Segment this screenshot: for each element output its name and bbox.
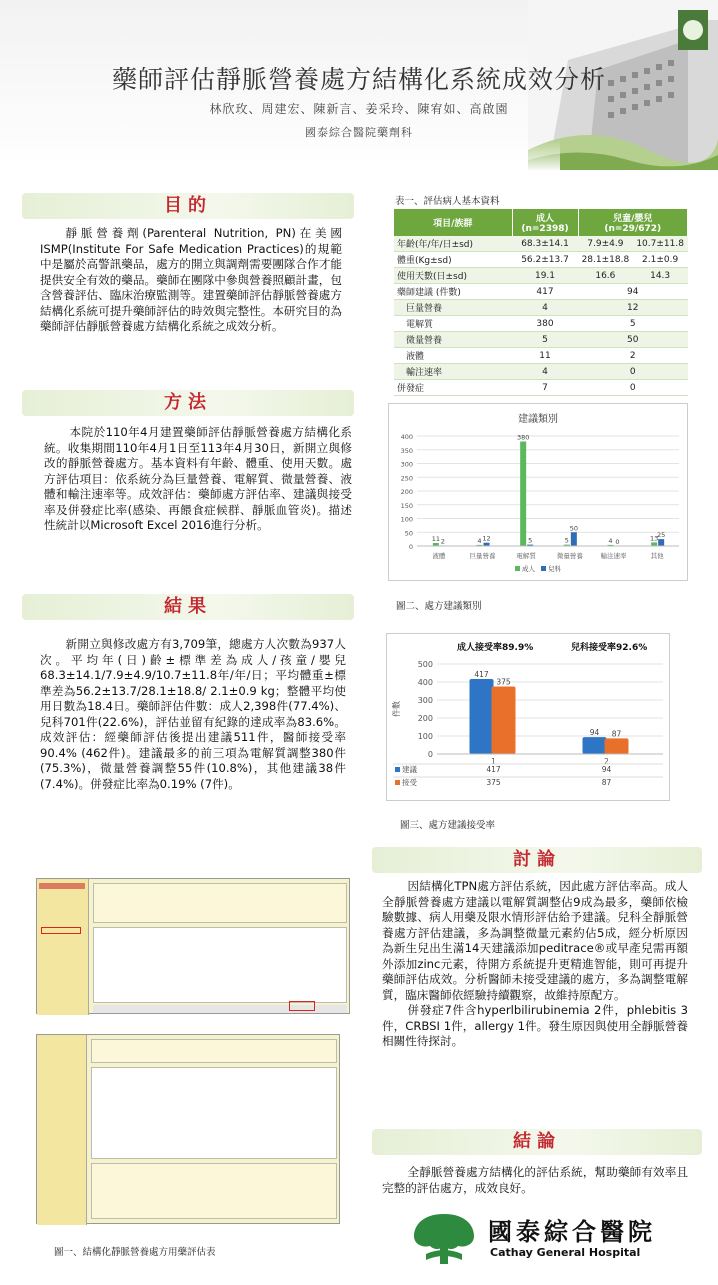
y-tick-label: 500 <box>417 660 433 669</box>
section-header-purpose: 目的 <box>22 193 354 219</box>
y-tick-label: 50 <box>404 529 413 538</box>
x-tick-label: 輸注速率 <box>600 552 627 560</box>
table-cell: 輸注速率 <box>394 364 512 380</box>
table-cell: 0 <box>578 380 688 396</box>
table-cell: 電解質 <box>394 316 512 332</box>
table-cell: 液體 <box>394 348 512 364</box>
bar-成人 <box>520 442 526 547</box>
legend-table-value: 87 <box>601 778 612 787</box>
annotation: 兒科接受率92.6% <box>571 643 648 653</box>
tree-logo-icon <box>412 1210 476 1266</box>
data-label: 0 <box>615 538 620 546</box>
screenshot-structured-form-2 <box>36 1034 340 1224</box>
chart-title: 建議類別 <box>518 414 558 425</box>
authors: 林欣玫、周建宏、陳新言、姜采玲、陳宥如、高啟園 <box>209 102 509 116</box>
table-cell: 4 <box>512 364 578 380</box>
y-tick-label: 300 <box>400 460 413 469</box>
y-tick-label: 0 <box>408 543 413 551</box>
discussion-text: 因結構化TPN處方評估系統，因此處方評估率高。成人全靜脈營養處方建議以電解質調整佔9成為最多，藥師依檢驗數據、病人用藥及限水情形評估給予建議。兒科全靜脈營養處方評估建議，多為調整微量元素約佔5成，經分析原因為新生兒出生滿14天建議添加peditrace®或早產兒需再額外添加zinc元素，待開方系統提升更精進智能，則可再提升藥師評估成效。分析醫師未接受建議的處方，多為調整電解質，臨床醫師依經驗持續觀察，故維持原配方。 併發症7件含hyperlbilirubinemia 2件，phlebitis 3件，CRBSI 1件，allergy 1件。發生原因與使用全靜脈營養相關性待探討。 <box>382 879 688 1048</box>
x-tick-label: 2 <box>604 757 609 766</box>
table1-header: 成人 (n=2398) <box>512 209 578 236</box>
table-row <box>394 348 688 364</box>
legend-label: 成人 <box>522 565 535 573</box>
x-tick-label: 其他 <box>650 552 664 560</box>
table-row <box>394 300 688 316</box>
y-axis-label: 件數 <box>392 701 401 717</box>
section-header-conclusion: 結論 <box>372 1129 702 1155</box>
table1-header: 項目/族群 <box>394 209 512 236</box>
table-row <box>394 268 688 284</box>
legend-table-value: 417 <box>486 765 501 774</box>
table-cell: 10.7±11.8 <box>633 236 688 252</box>
data-label: 11 <box>431 534 440 543</box>
bar-兒科 <box>571 532 577 546</box>
legend-swatch <box>395 780 400 785</box>
data-label: 12 <box>482 534 491 543</box>
legend-swatch <box>541 566 546 571</box>
y-tick-label: 200 <box>400 488 413 496</box>
legend-label: 接受 <box>402 778 417 787</box>
section-header-methods: 方法 <box>22 390 354 416</box>
conclusion-text: 全靜脈營養處方結構化的評估系統，幫助藥師有效率且完整的評估處方，成效良好。 <box>382 1165 688 1195</box>
data-label: 4 <box>608 536 613 545</box>
table1-caption: 表一、評估病人基本資料 <box>395 196 500 207</box>
data-label: 13 <box>650 534 659 543</box>
purpose-text: 靜脈營養劑(Parenteral Nutrition, PN)在美國ISMP(Institute For Safe Medication Practices)的規範中是屬於高警訊藥品，處方的開立與調劑需要團隊合作才能提供安全有效的藥品。藥師在團隊中參與營養照顧計畫，包含營養評估、臨床治療監測等。建置藥師評估靜脈營養處方結構化系統可提升藥師評估的時效與完整性。本研究目的為藥師評估靜脈營養處方結構化系統之成效分析。 <box>40 226 342 333</box>
figure3-caption: 圖三、處方建議接受率 <box>400 820 496 831</box>
table-cell: 417 <box>512 284 578 300</box>
table-cell: 12 <box>578 300 688 316</box>
legend-label: 兒科 <box>548 565 561 573</box>
legend-table-value: 94 <box>601 765 612 774</box>
data-label: 94 <box>589 728 600 738</box>
x-tick-label: 電解質 <box>516 552 536 560</box>
y-tick-label: 400 <box>417 678 433 687</box>
methods-text: 本院於110年4月建置藥師評估靜脈營養處方結構化系統。收集期間110年4月1日至113年4月30日，新開立與修改的靜脈營養處方。基本資料有年齡、體重、使用天數。處方評估項目：依系統分為巨量營養、電解質、微量營養、液體和輸注速率等。成效評估：藥師處方評估率、建議與接受率及併發症比率(感染、再餵食症候群、靜脈血管炎)。描述性統計以Microsoft Excel 2016進行分析。 <box>44 425 352 532</box>
table-cell: 5 <box>578 316 688 332</box>
chart-acceptance-rate <box>386 633 670 801</box>
x-tick-label: 液體 <box>432 552 446 560</box>
table-cell: 94 <box>578 284 688 300</box>
table1-header: 兒童/嬰兒 (n=29/672) <box>578 209 688 236</box>
table-cell: 4 <box>512 300 578 316</box>
legend-table-value: 375 <box>486 778 501 787</box>
table-cell: 19.1 <box>512 268 578 284</box>
table-row <box>394 316 688 332</box>
table-cell: 50 <box>578 332 688 348</box>
y-tick-label: 250 <box>400 474 413 483</box>
table-cell: 56.2±13.7 <box>512 252 578 268</box>
table-cell: 68.3±14.1 <box>512 236 578 252</box>
x-tick-label: 微量營養 <box>556 552 583 560</box>
hospital-logo <box>412 1208 702 1268</box>
table-row <box>394 364 688 380</box>
data-label: 4 <box>477 536 482 545</box>
y-tick-label: 100 <box>400 515 413 524</box>
table-cell: 體重(Kg±sd) <box>394 252 512 268</box>
table1 <box>394 209 688 396</box>
chart1-svg <box>389 404 687 580</box>
affiliation: 國泰綜合醫院藥劑科 <box>305 126 413 139</box>
data-label: 25 <box>657 531 666 540</box>
table-cell: 巨量營養 <box>394 300 512 316</box>
y-tick-label: 400 <box>400 433 413 441</box>
section-header-results: 結果 <box>22 594 354 620</box>
legend-label: 建議 <box>402 765 417 774</box>
logo-chinese-name: 國泰綜合醫院 <box>488 1218 656 1246</box>
table-cell: 0 <box>578 364 688 380</box>
table-cell: 380 <box>512 316 578 332</box>
legend-swatch <box>395 767 400 772</box>
table-row <box>394 332 688 348</box>
table-cell: 7.9±4.9 <box>578 236 633 252</box>
table-row <box>394 236 688 252</box>
section-header-discussion: 討論 <box>372 847 702 873</box>
table-cell: 微量營養 <box>394 332 512 348</box>
table-row <box>394 380 688 396</box>
table-row <box>394 252 688 268</box>
table-row <box>394 284 688 300</box>
table-cell: 28.1±18.8 <box>578 252 633 268</box>
bar-成人 <box>651 542 657 546</box>
table-cell: 5 <box>512 332 578 348</box>
results-text: 新開立與修改處方有3,709筆，總處方人次數為937人次。平均年(日)齡±標準差為成人/孩童/嬰兒68.3±14.1/7.9±4.9/10.7±11.8年/年/日；平均體重±標準差為56.2±13.7/28.1±18.8/ 2.1±0.9 kg；整體平均使用日數為18.4日。藥師評估件數：成人2,398件(77.4%)、兒科701件(22.6%)，評估並留有紀錄的達成率為83.6%。成效評估：經藥師評估後提出建議511件，醫師接受率90.4% (462件)。建議最多的前三項為電解質調整380件(75.3%)，微量營養調整55件(10.8%)，其他建議38件(7.4%)。併發症比率為0.19% (7件)。 <box>40 637 346 791</box>
poster-title: 藥師評估靜脈營養處方結構化系統成效分析 <box>111 65 606 94</box>
data-label: 380 <box>516 433 530 442</box>
data-label: 87 <box>611 729 622 739</box>
table-cell: 14.3 <box>633 268 688 284</box>
table-cell: 年齡(年/年/日±sd) <box>394 236 512 252</box>
y-tick-label: 100 <box>417 732 433 741</box>
y-tick-label: 200 <box>417 714 433 723</box>
table-cell: 併發症 <box>394 380 512 396</box>
y-tick-label: 150 <box>400 501 413 510</box>
table-cell: 藥師建議 (件數) <box>394 284 512 300</box>
data-label: 5 <box>564 536 569 545</box>
data-label: 5 <box>528 536 533 545</box>
table-cell: 2 <box>578 348 688 364</box>
annotation: 成人接受率89.9% <box>457 643 534 653</box>
table-cell: 使用天數(日±sd) <box>394 268 512 284</box>
data-label: 50 <box>569 524 578 533</box>
bar-接受 <box>492 687 516 755</box>
table-cell: 2.1±0.9 <box>633 252 688 268</box>
data-label: 375 <box>496 677 511 687</box>
screenshot-structured-form-1 <box>36 878 350 1014</box>
y-tick-label: 0 <box>427 750 433 759</box>
bar-兒科 <box>658 539 664 546</box>
data-label: 2 <box>440 537 445 546</box>
figure2-caption: 圖二、處方建議類別 <box>396 601 482 612</box>
legend-swatch <box>515 566 520 571</box>
table-cell: 7 <box>512 380 578 396</box>
bar-建議 <box>583 737 607 754</box>
x-tick-label: 1 <box>491 757 496 766</box>
chart-recommendation-categories <box>388 403 688 581</box>
figure1-caption: 圖一、結構化靜脈營養處方用藥評估表 <box>54 1247 216 1258</box>
table-cell: 16.6 <box>578 268 633 284</box>
bar-建議 <box>470 679 494 754</box>
bar-接受 <box>605 738 629 754</box>
table-cell: 11 <box>512 348 578 364</box>
y-tick-label: 350 <box>400 446 413 455</box>
data-label: 417 <box>474 669 489 679</box>
logo-english-name: Cathay General Hospital <box>490 1246 641 1259</box>
y-tick-label: 300 <box>417 696 433 705</box>
chart2-svg <box>387 634 669 800</box>
x-tick-label: 巨量營養 <box>469 552 496 560</box>
